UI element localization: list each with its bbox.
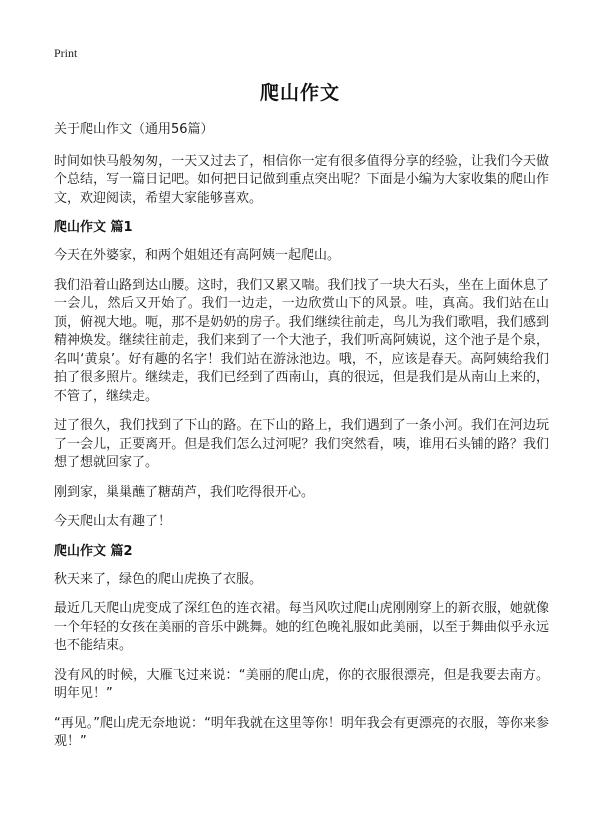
article-body bbox=[54, 121, 549, 763]
page-title: 爬山作文 bbox=[259, 82, 340, 104]
paragraph: 过了很久，我们找到了下山的路。在下山的路上，我们遇到了一条小河。我们在河边玩了一会儿，正要离开。但是我们怎么过河呢？我们突然看，咦，谁用石头铺的路？我们想了想就回家了。 bbox=[54, 418, 549, 470]
section-2 bbox=[54, 543, 549, 752]
section-1 bbox=[54, 219, 549, 532]
print-link[interactable]: Print bbox=[54, 46, 78, 60]
paragraph: 秋天来了，绿色的爬山虎换了衣服。 bbox=[54, 571, 263, 587]
paragraph: 最近几天爬山虎变成了深红色的连衣裙。每当风吹过爬山虎刚刚穿上的新衣服，她就像一个年轻的女孩在美丽的音乐中跳舞。她的红色晚礼服如此美丽，以至于舞曲似乎永远也不能结束。 bbox=[54, 601, 549, 653]
paragraph: 今天爬山太有趣了！ bbox=[54, 514, 172, 529]
paragraph: 没有风的时候，大雁飞过来说：“美丽的爬山虎，你的衣服很漂亮，但是我要去南方。明年见！” bbox=[54, 667, 549, 701]
paragraph: “再见。”爬山虎无奈地说：“明年我就在这里等你！明年我会有更漂亮的衣服，等你来参观！” bbox=[54, 715, 549, 749]
paragraph: 刚到家，巢巢蘸了糖葫芦，我们吃得很开心。 bbox=[54, 484, 315, 500]
article-subtitle: 关于爬山作文（通用56篇） bbox=[54, 122, 214, 137]
section-heading: 爬山作文 篇2 bbox=[54, 543, 133, 559]
paragraph: 今天在外婆家，和两个姐姐还有高阿姨一起爬山。 bbox=[54, 248, 341, 263]
section-heading: 爬山作文 篇1 bbox=[54, 220, 133, 235]
paragraph: 我们沿着山路到达山腰。这时，我们又累又喘。我们找了一块大石头，坐在上面休息了一会儿，然后又开始了。我们一边走，一边欣赏山下的风景。哇，真高。我们站在山顶，俯视大地。呃，那不是奶奶的房子。我们继续往前走，鸟儿为我们歌唱，我们感到精神焕发。继续往前走，我们来到了一个大池子，我们听高阿姨说，这个池子是个泉，名叫‘黄泉’。好有趣的名字！我们站在游泳池边。哦，不，应该是春天。高阿姨给我们拍了很多照片。继续走，我们已经到了西南山，真的很远，但是我们是从南山上来的，不管了，继续走。 bbox=[54, 277, 549, 404]
intro-paragraph: 时间如快马般匆匆，一天又过去了，相信你一定有很多值得分享的经验，让我们今天做个总结，写一篇日记吧。如何把日记做到重点突出呢？下面是小编为大家收集的爬山作文，欢迎阅读，希望大家能够喜欢。 bbox=[54, 153, 549, 206]
